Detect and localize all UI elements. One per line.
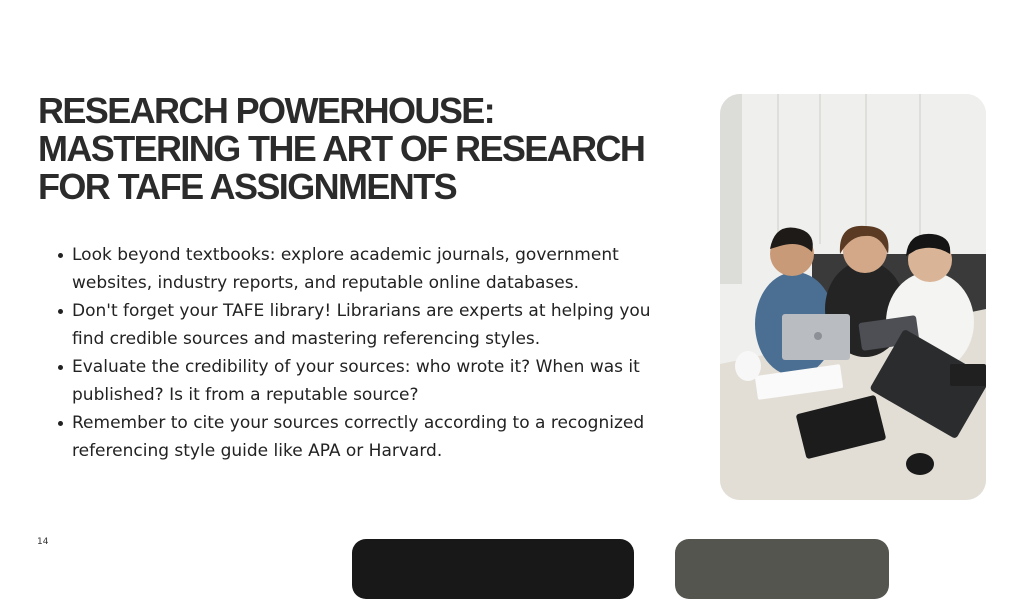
students-collaborating-photo	[720, 94, 986, 500]
bullet-text: Evaluate the credibility of your sources: who wrote it? When was it published? Is it from a reputable source?	[72, 357, 640, 405]
bullet-text: Look beyond textbooks: explore academic journals, government websites, industry reports, and reputable online databases.	[72, 245, 619, 293]
slide-title: RESEARCH POWERHOUSE: MASTERING THE ART OF RESEARCH FOR TAFE ASSIGNMENTS	[38, 90, 645, 207]
bullet-item	[38, 353, 678, 409]
bullet-dot-icon	[58, 253, 63, 258]
photo-illustration	[720, 94, 986, 500]
bullet-item	[38, 241, 678, 297]
bullet-text: Remember to cite your sources correctly according to a recognized referencing style guide like APA or Harvard.	[72, 413, 645, 461]
bullet-list	[38, 241, 678, 465]
dark-decorative-block	[352, 539, 634, 599]
grey-decorative-block	[675, 539, 889, 599]
page-number: 14	[37, 537, 49, 547]
bullet-dot-icon	[58, 309, 63, 314]
bullet-item	[38, 297, 678, 353]
bullet-dot-icon	[58, 365, 63, 370]
bullet-dot-icon	[58, 421, 63, 426]
bullet-item	[38, 409, 678, 465]
bullet-text: Don't forget your TAFE library! Librarians are experts at helping you find credible sources and mastering referencing styles.	[72, 301, 651, 349]
